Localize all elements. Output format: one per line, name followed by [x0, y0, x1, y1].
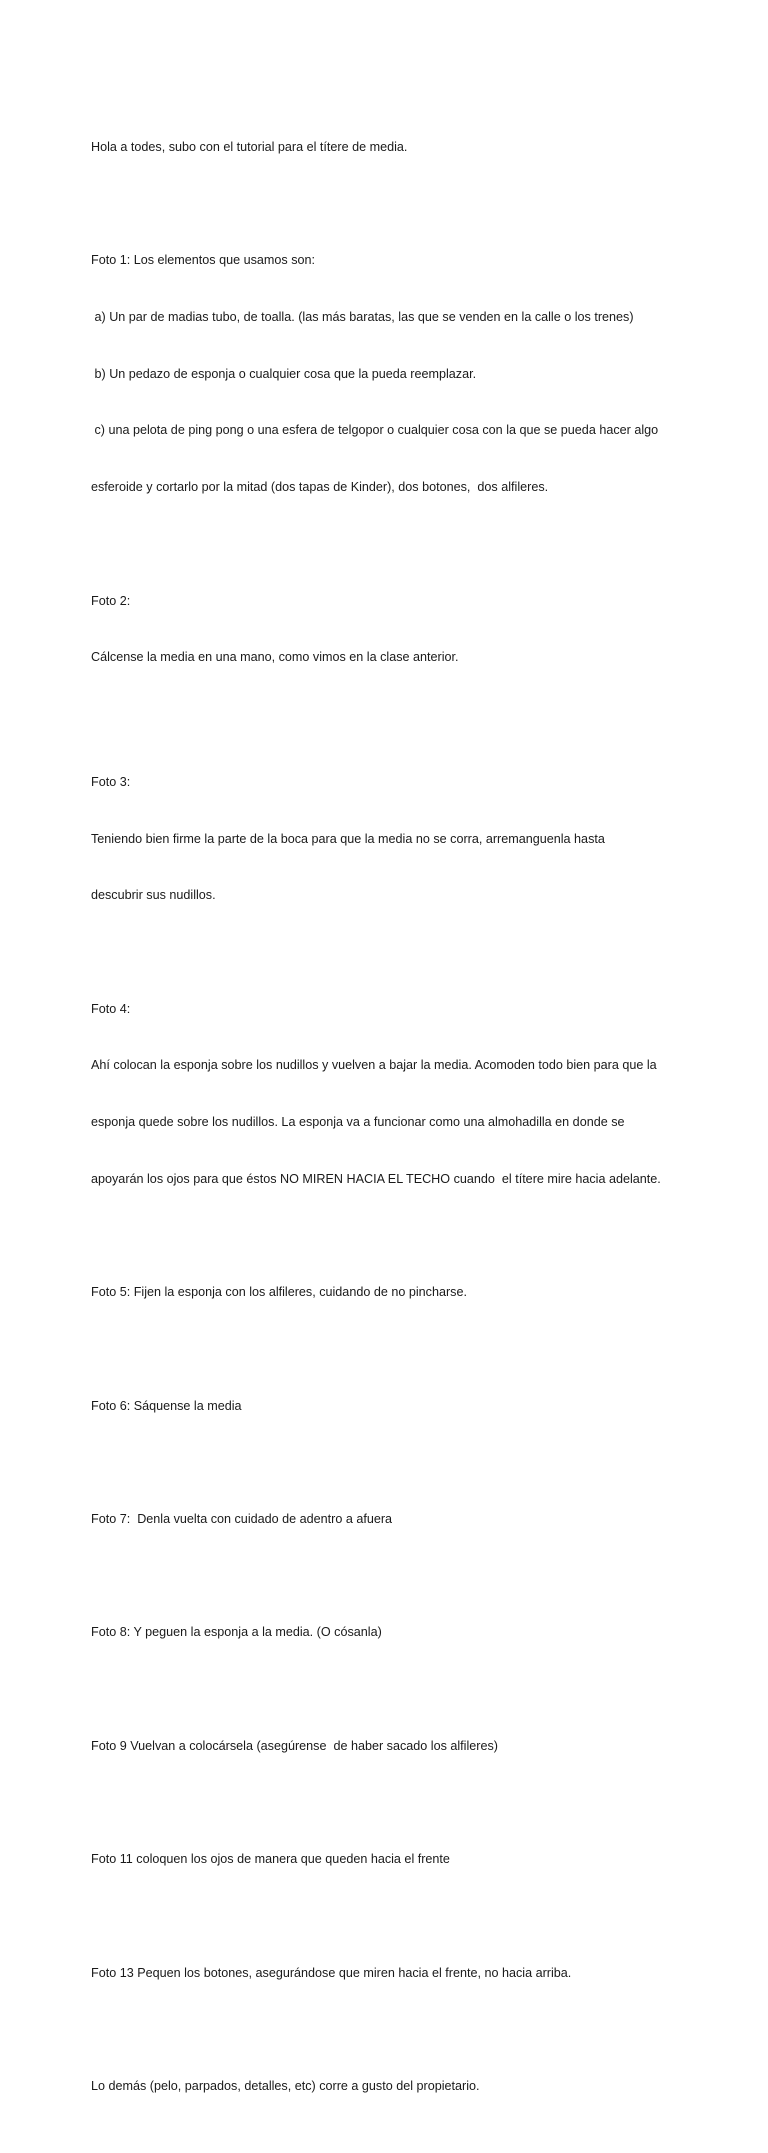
foto2-paragraph	[91, 554, 691, 705]
foto2-heading: Foto 2:	[91, 593, 131, 608]
foto4-line2: esponja quede sobre los nudillos. La esponja va a funcionar como una almohadilla en donde se	[91, 1115, 625, 1130]
foto9-paragraph	[91, 1699, 691, 1794]
foto3-heading: Foto 3:	[91, 774, 131, 789]
foto1-heading: Foto 1: Los elementos que usamos son:	[91, 253, 316, 268]
foto1-item-c-line1: c) una pelota de ping pong o una esfera de telgopor o cualquier cosa con la que se pueda hacer algo	[91, 423, 659, 438]
foto9-text: Foto 9 Vuelvan a colocársela (asegúrense de haber sacado los alfileres)	[91, 1738, 498, 1753]
foto6-paragraph	[91, 1359, 691, 1454]
foto4-line3: apoyarán los ojos para que éstos NO MIREN HACIA EL TECHO cuando el títere mire hacia adelante.	[91, 1171, 661, 1186]
intro-text: Hola a todes, subo con el tutorial para el títere de media.	[91, 139, 408, 154]
foto1-item-c-line2: esferoide y cortarlo por la mitad (dos tapas de Kinder), dos botones, dos alfileres.	[91, 480, 549, 495]
foto1-paragraph	[91, 213, 691, 534]
foto3-line2: descubrir sus nudillos.	[91, 888, 216, 903]
foto7-text: Foto 7: Denla vuelta con cuidado de adentro a afuera	[91, 1512, 393, 1527]
foto3-paragraph	[91, 735, 691, 943]
foto6-text: Foto 6: Sáquense la media	[91, 1398, 242, 1413]
foto1-item-b: b) Un pedazo de esponja o cualquier cosa que la pueda reemplazar.	[91, 366, 477, 381]
foto4-line1: Ahí colocan la esponja sobre los nudillos y vuelven a bajar la media. Acomoden todo bien para que la	[91, 1058, 657, 1073]
foto7-paragraph	[91, 1472, 691, 1567]
foto13-text: Foto 13 Pequen los botones, asegurándose que miren hacia el frente, no hacia arriba.	[91, 1965, 572, 1980]
closing-text: Lo demás (pelo, parpados, detalles, etc) corre a gusto del propietario.	[91, 2079, 480, 2094]
foto2-text: Cálcense la media en una mano, como vimos en la clase anterior.	[91, 650, 459, 665]
foto11-text: Foto 11 coloquen los ojos de manera que queden hacia el frente	[91, 1852, 450, 1867]
foto8-text: Foto 8: Y peguen la esponja a la media. (O cósanla)	[91, 1625, 382, 1640]
intro-paragraph	[91, 100, 691, 195]
foto4-paragraph	[91, 962, 691, 1227]
foto13-paragraph	[91, 1926, 691, 2021]
foto5-text: Foto 5: Fijen la esponja con los alfileres, cuidando de no pincharse.	[91, 1285, 467, 1300]
document-body	[91, 100, 691, 2153]
foto3-line1: Teniendo bien firme la parte de la boca para que la media no se corra, arremanguenla hasta	[91, 831, 605, 846]
foto11-paragraph	[91, 1813, 691, 1908]
foto5-paragraph	[91, 1245, 691, 1340]
foto8-paragraph	[91, 1586, 691, 1681]
foto4-heading: Foto 4:	[91, 1001, 131, 1016]
foto1-item-a: a) Un par de madias tubo, de toalla. (las más baratas, las que se venden en la calle o los trenes)	[91, 309, 634, 324]
closing-paragraph	[91, 2039, 691, 2134]
